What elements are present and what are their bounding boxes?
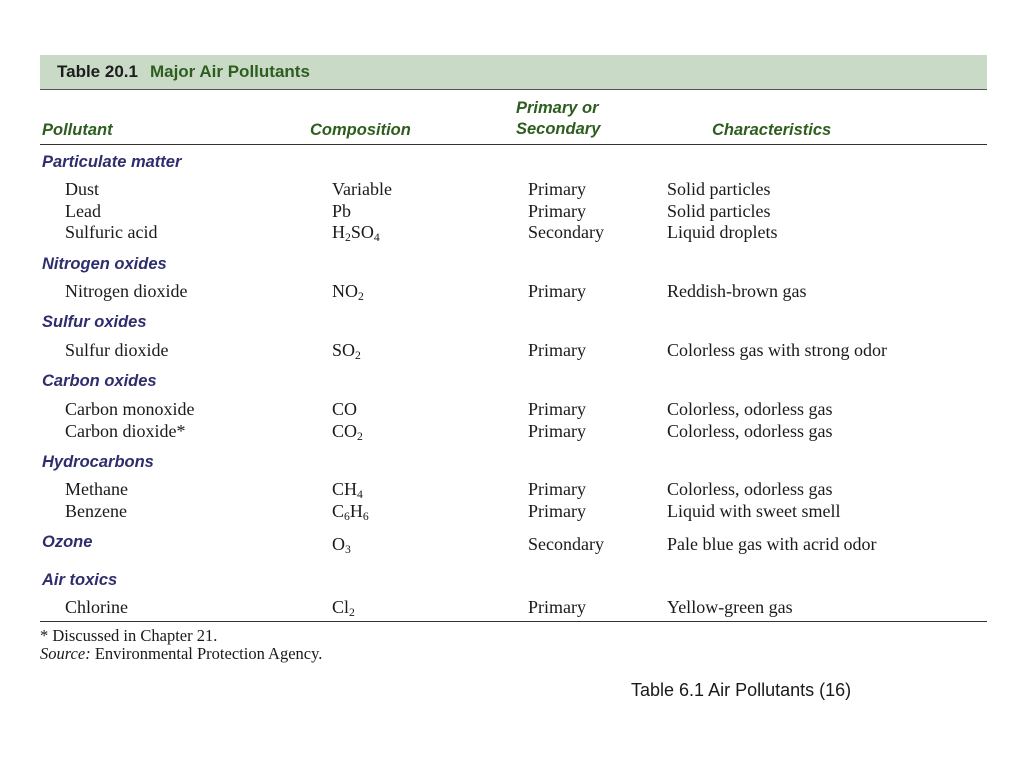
cell-characteristics: Liquid with sweet smell (667, 501, 841, 521)
cell-pollutant: Methane (65, 479, 128, 499)
table-row (40, 222, 987, 244)
table-row (40, 179, 987, 201)
source-note (40, 644, 322, 664)
header-primary-secondary (516, 98, 600, 140)
pollutants-table (40, 55, 987, 663)
cell-composition: $NO_2$ (332, 281, 364, 303)
cell-composition: $C_6H_6$ (332, 501, 369, 523)
table-number: Table 20.1 (57, 62, 138, 81)
header-characteristics: Characteristics (712, 121, 832, 139)
cell-composition: $CO_2$ (332, 421, 363, 443)
cell-pollutant: Lead (65, 201, 101, 221)
cell-composition: $CH_4$ (332, 479, 363, 501)
cell-characteristics: Colorless, odorless gas (667, 479, 833, 499)
cell-type: Primary (528, 479, 586, 499)
cell-pollutant: Benzene (65, 501, 127, 521)
table-bottom-rule (40, 621, 987, 622)
cell-composition: $H_2SO_4$ (332, 222, 380, 244)
header-composition: Composition (310, 121, 411, 139)
cell-type: Primary (528, 597, 586, 617)
cell-composition: Pb (332, 201, 352, 221)
table-row (40, 201, 987, 223)
cell-type: Primary (528, 281, 586, 301)
cell-characteristics: Solid particles (667, 201, 771, 221)
cell-type: Primary (528, 399, 586, 419)
table-row (40, 281, 987, 303)
cell-pollutant: Dust (65, 179, 100, 199)
cell-pollutant: Carbon dioxide* (65, 421, 186, 441)
group-title: Ozone (42, 533, 93, 551)
cell-characteristics: Solid particles (667, 179, 771, 199)
cell-type: Primary (528, 340, 586, 360)
cell-type: Primary (528, 179, 586, 199)
group-title: Carbon oxides (42, 372, 157, 390)
table-row (40, 501, 987, 523)
group-title: Hydrocarbons (42, 453, 154, 471)
table-row (40, 597, 987, 619)
cell-pollutant: Sulfur dioxide (65, 340, 169, 360)
cell-composition: Variable (332, 179, 392, 199)
cell-pollutant: Chlorine (65, 597, 128, 617)
cell-characteristics: Liquid droplets (667, 222, 778, 242)
header-primary-line2: Secondary (516, 120, 601, 138)
cell-characteristics: Pale blue gas with acrid odor (667, 534, 877, 554)
group-title: Sulfur oxides (42, 313, 147, 331)
cell-composition: $SO_2$ (332, 340, 361, 362)
cell-type: Secondary (528, 534, 604, 554)
cell-composition: $O_3$ (332, 534, 351, 556)
cell-composition: CO (332, 399, 358, 419)
group-title: Nitrogen oxides (42, 255, 167, 273)
cell-pollutant: Nitrogen dioxide (65, 281, 188, 301)
group-title: Particulate matter (42, 153, 182, 171)
slide-caption: Table 6.1 Air Pollutants (16) (631, 680, 852, 700)
table-row (40, 479, 987, 501)
table-row (40, 340, 987, 362)
table-title-bar (40, 55, 987, 90)
header-primary-line1: Primary or (516, 99, 599, 117)
cell-composition: $Cl_2$ (332, 597, 355, 619)
cell-characteristics: Yellow-green gas (667, 597, 793, 617)
cell-type: Secondary (528, 222, 604, 242)
cell-characteristics: Colorless, odorless gas (667, 399, 833, 419)
group-title: Air toxics (42, 571, 118, 589)
cell-pollutant: Carbon monoxide (65, 399, 195, 419)
table-row (40, 399, 987, 421)
source-label: Source: (40, 644, 91, 663)
table-header-row (40, 90, 987, 145)
cell-type: Primary (528, 501, 586, 521)
cell-type: Primary (528, 201, 586, 221)
footnote: * Discussed in Chapter 21. (40, 626, 218, 645)
cell-pollutant: Sulfuric acid (65, 222, 158, 242)
source-text: Environmental Protection Agency. (94, 644, 323, 663)
cell-characteristics: Reddish-brown gas (667, 281, 807, 301)
cell-characteristics: Colorless, odorless gas (667, 421, 833, 441)
cell-characteristics: Colorless gas with strong odor (667, 340, 887, 360)
header-pollutant: Pollutant (42, 121, 113, 139)
table-row (40, 421, 987, 443)
table-name: Major Air Pollutants (149, 62, 310, 81)
table-row (40, 534, 987, 556)
cell-type: Primary (528, 421, 586, 441)
